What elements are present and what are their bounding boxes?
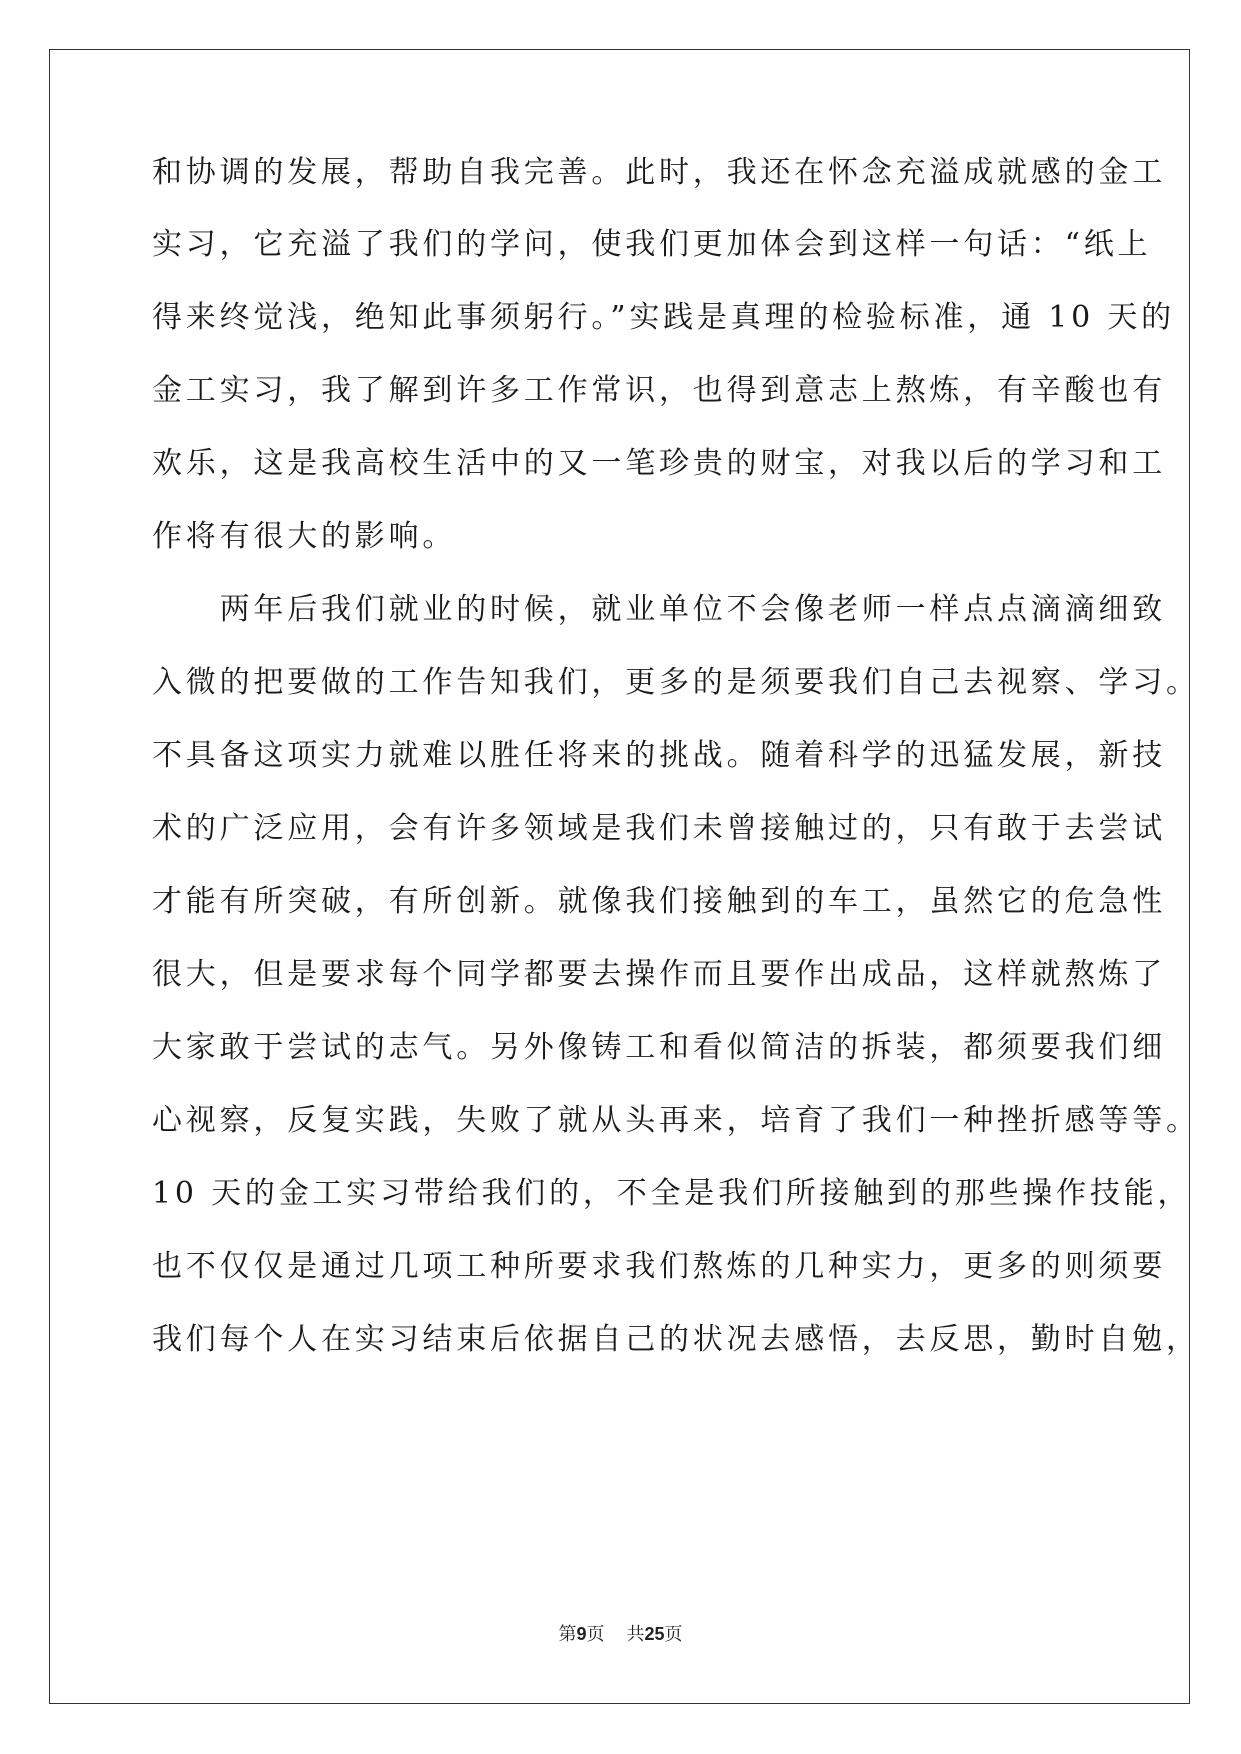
- text-line-3: 得来终觉浅，绝知此事须躬行。”实践是真理的检验标准，通 10 天的: [152, 300, 1175, 335]
- text-line-11: 才能有所突破，有所创新。就像我们接触到的车工，虽然它的危急性: [152, 884, 1166, 919]
- page-footer: [0, 1622, 1241, 1647]
- page-suffix: 页: [586, 1624, 605, 1645]
- page-total: 25: [644, 1624, 665, 1644]
- text-line-16: 也不仅仅是通过几项工种所要求我们熬炼的几种实力，更多的则须要: [152, 1249, 1166, 1284]
- text-line-4: 金工实习，我了解到许多工作常识，也得到意志上熬炼，有辛酸也有: [152, 373, 1166, 408]
- text-line-6: 作将有很大的影响。: [152, 519, 457, 554]
- text-line-5: 欢乐，这是我高校生活中的又一笔珍贵的财宝，对我以后的学习和工: [152, 446, 1166, 481]
- text-line-9: 不具备这项实力就难以胜任将来的挑战。随着科学的迅猛发展，新技: [152, 738, 1166, 773]
- total-suffix: 页: [664, 1624, 683, 1645]
- text-line-14: 心视察，反复实践，失败了就从头再来，培育了我们一种挫折感等等。: [152, 1103, 1200, 1138]
- page-prefix: 第: [558, 1624, 577, 1645]
- text-line-10: 术的广泛应用，会有许多领域是我们未曾接触过的，只有敢于去尝试: [152, 811, 1166, 846]
- text-line-12: 很大，但是要求每个同学都要去操作而且要作出成品，这样就熬炼了: [152, 957, 1166, 992]
- page-border: [49, 49, 1190, 1704]
- text-line-17: 我们每个人在实习结束后依据自己的状况去感悟，去反思，勤时自勉，: [152, 1322, 1200, 1357]
- page-current: 9: [576, 1624, 587, 1644]
- total-prefix: 共: [626, 1624, 645, 1645]
- text-line-13: 大家敢于尝试的志气。另外像铸工和看似简洁的拆装，都须要我们细: [152, 1030, 1166, 1065]
- text-line-8: 入微的把要做的工作告知我们，更多的是须要我们自己去视察、学习。: [152, 665, 1200, 700]
- text-line-7: 两年后我们就业的时候，就业单位不会像老师一样点点滴滴细致: [152, 592, 1166, 627]
- text-line-2: 实习，它充溢了我们的学问，使我们更加体会到这样一句话：“纸上: [152, 227, 1152, 262]
- text-line-1: 和协调的发展，帮助自我完善。此时，我还在怀念充溢成就感的金工: [152, 155, 1166, 190]
- text-line-15: 10 天的金工实习带给我们的，不全是我们所接触到的那些操作技能，: [152, 1176, 1192, 1211]
